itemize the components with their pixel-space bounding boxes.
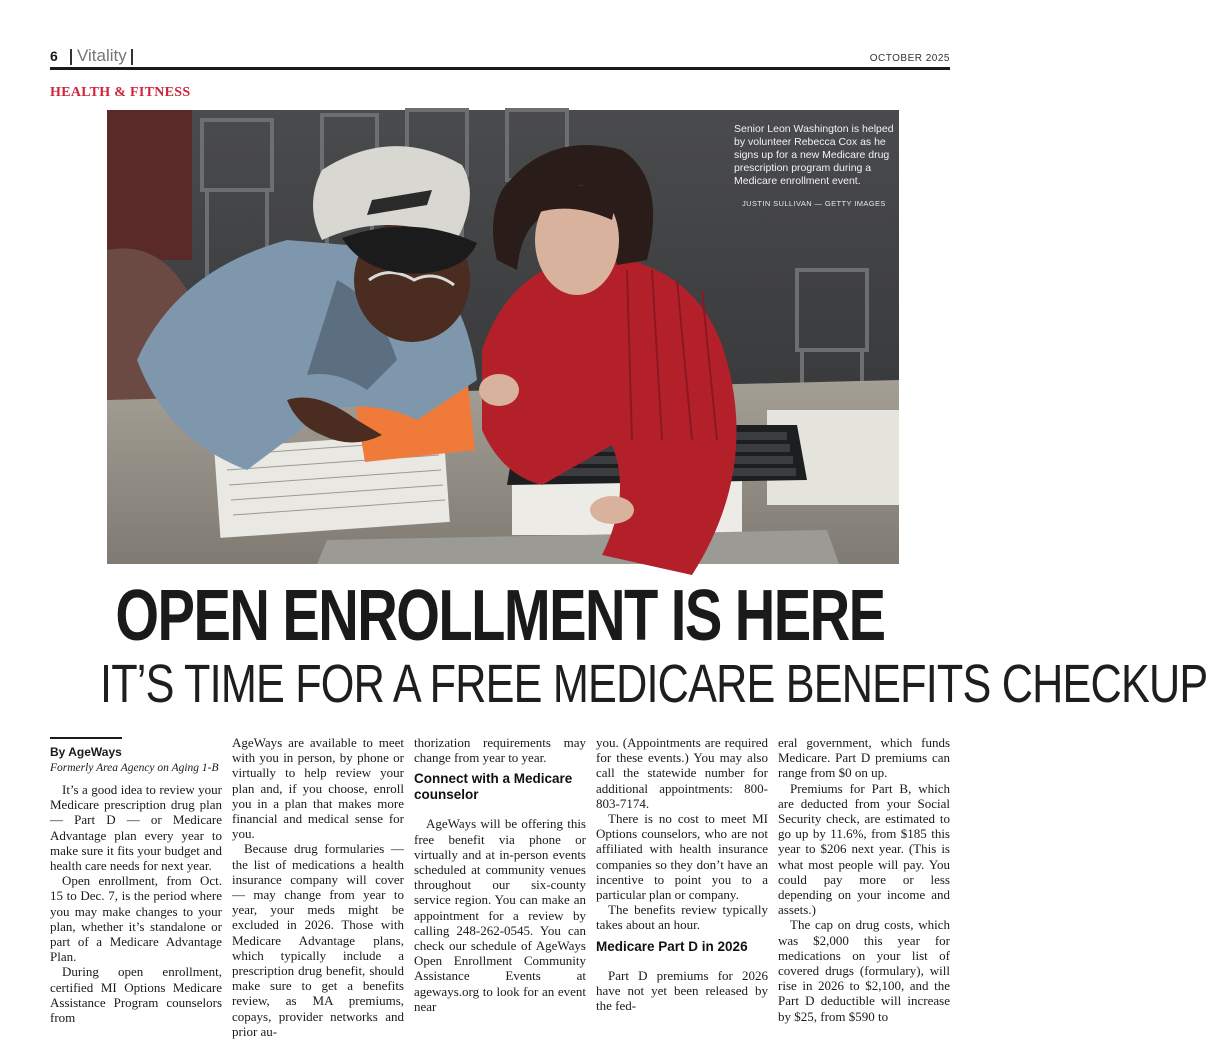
paragraph: AgeWays are available to meet with you in person, by phone or virtually to help review your plan and, if you choose, enroll you in a plan that makes more financial and medical sense for you.	[232, 735, 404, 842]
page-number: 6	[50, 48, 58, 64]
header-divider	[131, 49, 133, 65]
article-column-4	[596, 735, 768, 1013]
article-column-3	[414, 735, 586, 1014]
article-column-2	[232, 735, 404, 1039]
paragraph: The benefits review typically takes about an hour.	[596, 902, 768, 933]
issue-date: OCTOBER 2025	[869, 53, 950, 64]
paragraph: There is no cost to meet MI Options counselors, who are not affiliated with health insurance companies so they don’t have an incentive to point you to a particular plan or company.	[596, 811, 768, 903]
section-subhead: Medicare Part D in 2026	[596, 938, 748, 954]
paragraph: Premiums for Part B, which are deducted from your Social Security check, are estimated to go up by 11.6%, from $185 this year to $206 next year. (This is what most people will pay. You could pay more or less depending on your income and assets.)	[778, 780, 950, 918]
byline-rule	[50, 737, 122, 739]
section-subhead: Connect with a Medicare counselor	[414, 771, 573, 803]
article-column-1	[50, 737, 222, 1025]
paragraph: It’s a good idea to review your Medicare prescription drug plan — Part D — or Medicare Advantage plan every year to make sure it fits your budget and health care needs for next year.	[50, 782, 222, 874]
paragraph: The cap on drug costs, which was $2,000 this year for medications on your list of covered drugs (formulary), will rise in 2026 to $2,100, and the Part D deductible will increase by $25, from $590 to	[778, 917, 950, 1024]
paragraph: During open enrollment, certified MI Options Medicare Assistance Program counselors from	[50, 964, 222, 1026]
photo-credit: JUSTIN SULLIVAN — GETTY IMAGES	[742, 199, 886, 208]
paragraph: you. (Appointments are required for these events.) You may also call the statewide number for additional appointments: 800-803-7174.	[596, 735, 768, 811]
paragraph: AgeWays will be offering this free benefit via phone or virtually and at in-person events scheduled at community venues throughout our six-county service region. You can make an appointment for a review by calling 248-262-0545. You can check our schedule of AgeWays Open Enrollment Community Assistance Events at ageways.org to look for an event near	[414, 816, 586, 1014]
article-column-5	[778, 735, 950, 1024]
photo-caption: Senior Leon Washington is helped by volunteer Rebecca Cox as he signs up for a new Medicare drug prescription program during a Medicare enrollment event.	[734, 123, 894, 187]
headline: OPEN ENROLLMENT IS HERE	[115, 576, 885, 656]
paragraph: Because drug formularies — the list of medications a health insurance company will cover — may change from year to year, your meds might be excluded in 2026. Those with Medicare Advantage plans, which typically include a prescription drug benefit, should make sure to get a benefits review, as MA premiums, copays, provider networks and prior au-	[232, 841, 404, 1039]
section-kicker: HEALTH & FITNESS	[50, 85, 191, 100]
paragraph: thorization requirements may change from year to year.	[414, 735, 586, 766]
paragraph: Open enrollment, from Oct. 15 to Dec. 7, is the period where you may make changes to your plan, whether it’s standalone or part of a Medicare Advantage Plan.	[50, 873, 222, 965]
paragraph: eral government, which funds Medicare. Part D premiums can range from $0 on up.	[778, 735, 950, 781]
section-name: Vitality	[77, 46, 127, 65]
paragraph: Part D premiums for 2026 have not yet been released by the fed-	[596, 967, 768, 1014]
header-rule	[50, 67, 950, 70]
byline: By AgeWays	[50, 745, 122, 759]
byline-note: Formerly Area Agency on Aging 1-B	[50, 762, 219, 774]
header-divider	[70, 49, 72, 65]
subheadline: IT’S TIME FOR A FREE MEDICARE BENEFITS CHECKUP	[100, 654, 1207, 714]
